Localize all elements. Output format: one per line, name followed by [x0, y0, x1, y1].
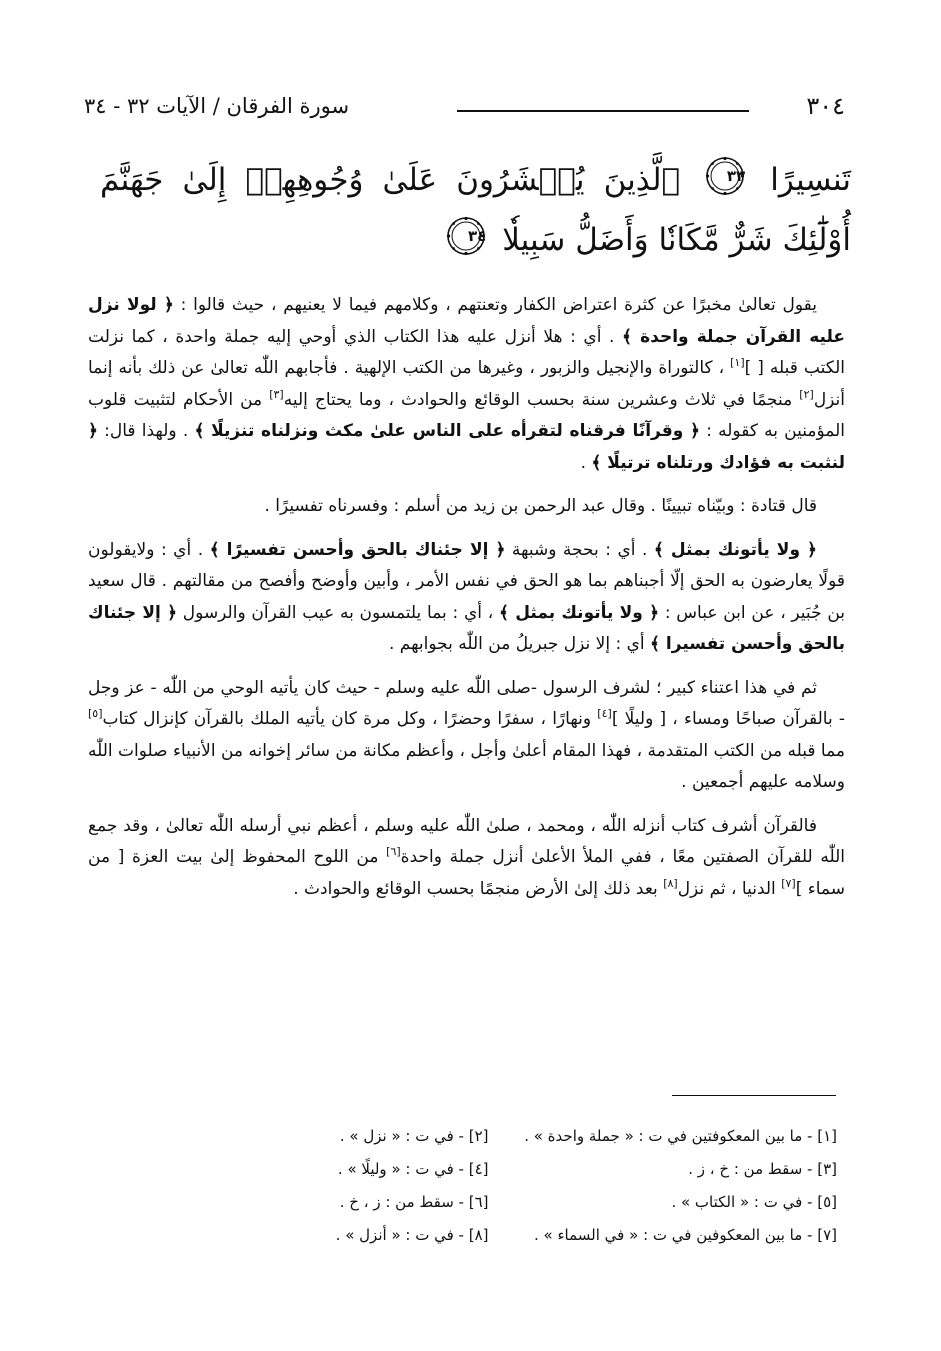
footnotes	[140, 1120, 837, 1252]
text: الدنيا ، ثم نزل	[677, 878, 782, 899]
footnote-row	[140, 1120, 837, 1153]
footnote-1: [١] - ما بين المعكوفتين في ت : « جملة واحدة » .	[524, 1127, 837, 1145]
footnote-ref[interactable]: [٧]	[781, 876, 796, 890]
footnote-ref[interactable]: [٨]	[663, 876, 678, 890]
text: . أي : ولايقولون قولًا يعارضون به الحق إلّا أجبناهم بما هو الحق في نفس الأمر ، وأبين وأوضح وأفصح من مقالتهم . قال سعيد بن جُبَير ، عن ابن عباس :	[88, 539, 845, 623]
text: مما قبله من الكتب المتقدمة ، فهذا المقام أعلىٰ وأجل ، وأعظم مكانة من سائر إخوانه من الأنبياء صلوات اللّٰه وسلامه عليهم أجمعين .	[87, 740, 845, 792]
text: يقول تعالىٰ مخبرًا عن كثرة اعتراض الكفار وتعنتهم ، وكلامهم فيما لا يعنيهم ، حيث قالوا :	[173, 295, 817, 315]
text: . أي : هلا أنزل عليه هذا الكتاب الذي أوحي إليه جملة واحدة ، كما نزلت الكتب قبله [ ]	[88, 326, 845, 378]
verse-text: ٱلَّذِينَ يُحۡشَرُونَ عَلَىٰ وُجُوهِهِمۡ إِلَىٰ جَهَنَّمَ أُوْلَٰٓئِكَ شَرٌّ مَّكَانٗا وَأَضَلُّ سَبِيلٗا	[100, 162, 851, 258]
ayah-number-icon	[446, 216, 486, 256]
quran-quote: ﴿ ولا يأتونك بمثل ﴾	[498, 602, 660, 623]
running-title: سورة الفرقان / الآيات ٣٢ - ٣٤	[84, 94, 350, 118]
footnote-ref[interactable]: [٥]	[88, 707, 103, 720]
quran-quote: ﴿ إلا جئناك بالحق وأحسن تفسيرًا ﴾	[209, 539, 506, 560]
footnote-ref[interactable]: [٦]	[386, 845, 401, 858]
paragraph-1	[88, 290, 845, 479]
page-header	[84, 88, 845, 124]
footnote-ref[interactable]: [٤]	[597, 707, 612, 720]
text: ونهارًا ، سفرًا وحضرًا ، وكل مرة كان يأتيه الملك بالقرآن كإنزال كتاب	[102, 709, 598, 729]
paragraph-4	[88, 673, 845, 799]
footnote-8: [٨] - في ت : « أنزل » .	[335, 1226, 489, 1244]
quran-verse	[100, 150, 851, 270]
footnote-2: [٢] - في ت : « نزل » .	[339, 1127, 489, 1145]
footnote-ref[interactable]: [٢]	[799, 387, 814, 401]
text: . أي : بحجة وشبهة	[505, 539, 654, 560]
footnote-separator	[672, 1095, 836, 1096]
verse-text-start: تَنسِيرًا	[770, 162, 852, 198]
footnote-4: [٤] - في ت : « وليلًا » .	[337, 1160, 489, 1178]
header-rule	[457, 110, 749, 112]
quran-quote: ﴿ ولا يأتونك بمثل ﴾	[653, 539, 817, 560]
quran-quote: ﴿ لنثبت به فؤادك ورتلناه ترتيلًا ﴾	[88, 421, 845, 473]
quran-quote: ﴿ إلا جئناك بالحق وأحسن تفسيرا ﴾	[88, 602, 845, 654]
paragraph-3	[88, 535, 845, 661]
footnote-row	[140, 1153, 837, 1186]
ayah-number: ٣٣	[726, 167, 746, 185]
footnote-7: [٧] - ما بين المعكوفين في ت : « في السماء » .	[534, 1226, 837, 1244]
footnote-ref[interactable]: [٣]	[269, 387, 284, 401]
paragraph-2: قال قتادة : وبيّناه تبيينًا . وقال عبد الرحمن بن زيد من أسلم : وفسرناه تفسيرًا .	[264, 496, 817, 516]
ayah-number-icon	[705, 156, 745, 196]
text: أي : إلا نزل جبريلُ من اللّٰه بجوابهم .	[388, 634, 651, 654]
text: من اللوح المحفوظ إلىٰ بيت العزة [ من سماء ]	[88, 847, 845, 899]
text: منجمًا في ثلاث وعشرين سنة بحسب الوقائع والحوادث ، وما يحتاج إليه	[283, 389, 800, 410]
quran-quote: ﴿ وقرآنًا فرقناه لتقرأه على الناس علىٰ مكث ونزلناه تنزيلًا ﴾	[194, 421, 700, 441]
commentary-body	[88, 290, 845, 917]
footnote-6: [٦] - سقط من : ز ، خ .	[339, 1193, 489, 1211]
footnote-5: [٥] - في ت : « الكتاب » .	[671, 1193, 837, 1211]
text: فالقرآن أشرف كتاب أنزله اللّٰه ، ومحمد ، صلىٰ اللّٰه عليه وسلم ، أعظم نبي أرسله اللّٰه تعالىٰ ، وقد جمع اللّٰه للقرآن الصفتين معًا ، ففي الملأ الأعلىٰ أنزل جملة واحدة	[88, 815, 845, 867]
footnote-3: [٣] - سقط من : خ ، ز .	[688, 1160, 837, 1178]
ayah-number: ٣٤	[468, 227, 487, 245]
footnote-row	[140, 1219, 837, 1252]
text: ، أي : بما يلتمسون به عيب القرآن والرسول	[177, 602, 499, 623]
paragraph-5	[88, 811, 845, 906]
text: .	[580, 452, 592, 473]
text: ، كالتوراة والإنجيل والزبور ، وغيرها من الكتب الإلهية . فأجابهم اللّٰه تعالىٰ عن ذلك بأنه إنما أنزل	[88, 358, 845, 410]
page-number: ٣٠٤	[806, 92, 845, 120]
footnote-ref[interactable]: [١]	[730, 356, 745, 369]
quran-quote: ﴿ لولا نزل عليه القرآن جملة واحدة ﴾	[88, 295, 845, 347]
footnote-row	[140, 1186, 837, 1219]
text: . ولهذا قال:	[97, 421, 195, 441]
text: ثم في هذا اعتناء كبير ؛ لشرف الرسول -صلى اللّٰه عليه وسلم - حيث كان يأتيه الوحي من اللّٰه - عز وجل - بالقرآن صباحًا ومساء ، [ وليلًا ]	[88, 677, 845, 729]
text: من الأحكام لتثبيت قلوب المؤمنين به كقوله :	[88, 389, 845, 441]
text: بعد ذلك إلىٰ الأرض منجمًا بحسب الوقائع والحوادث .	[293, 878, 664, 899]
